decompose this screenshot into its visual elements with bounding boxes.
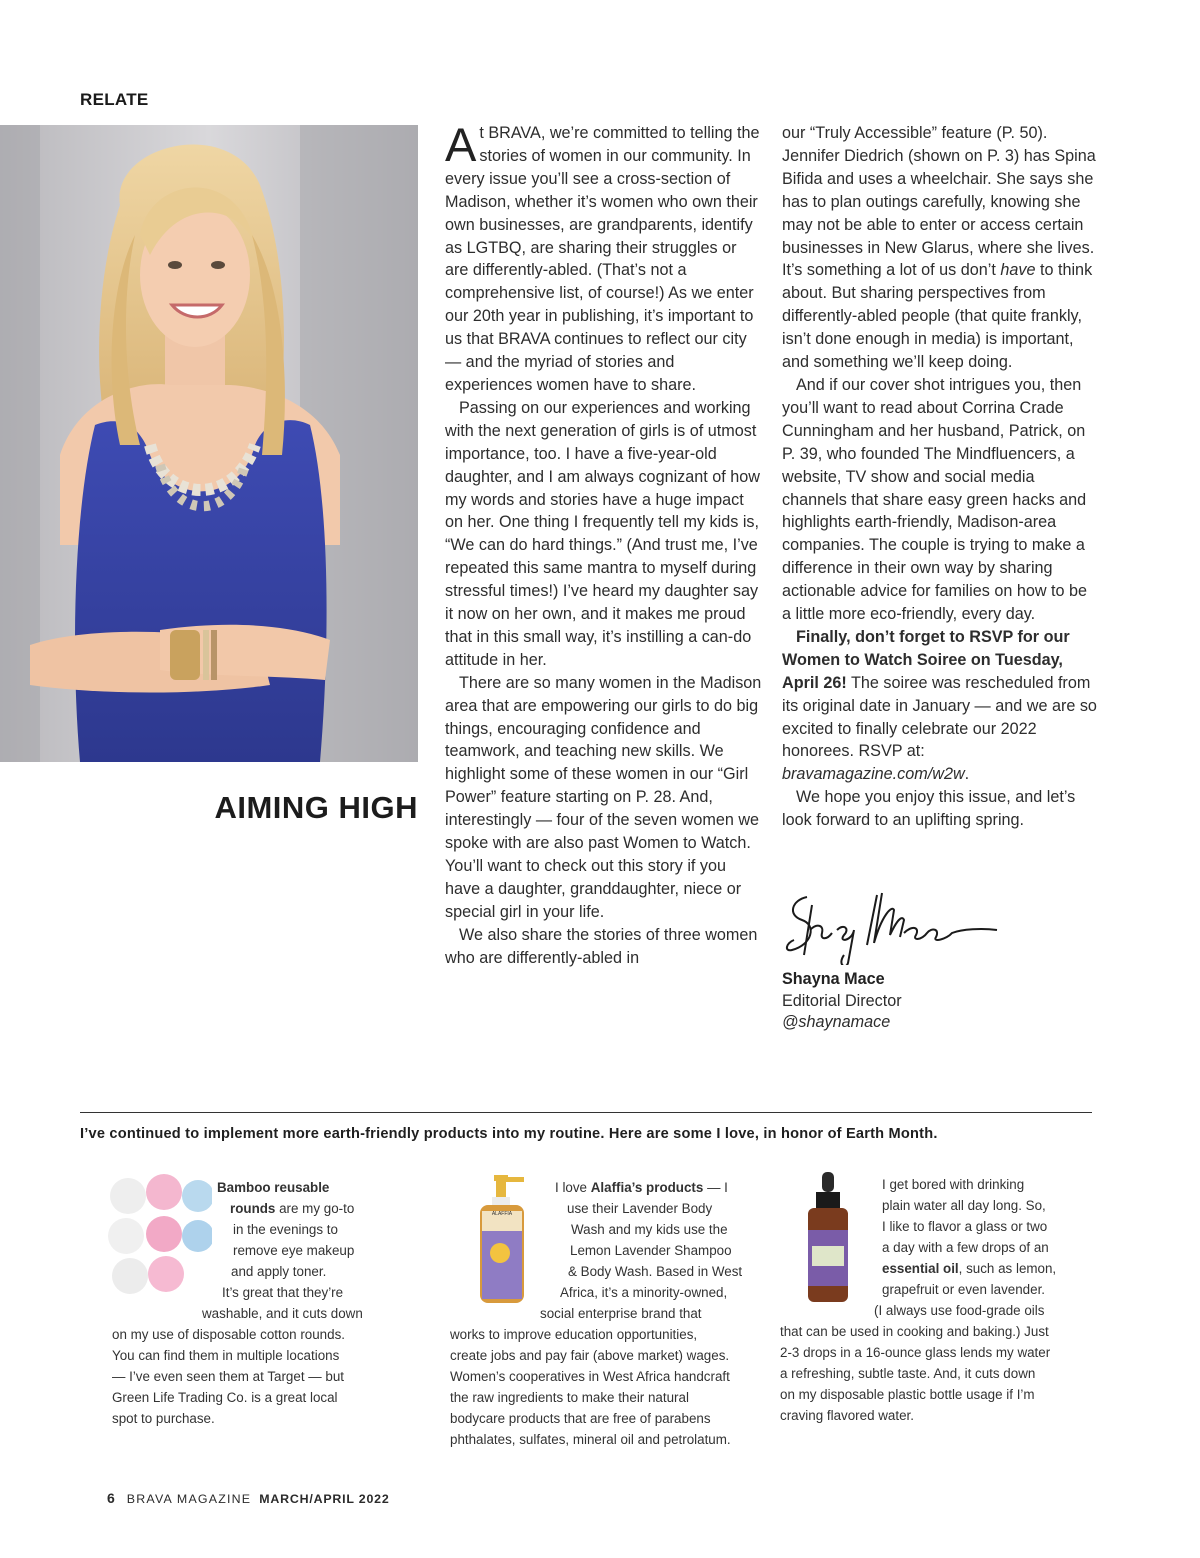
text-line: Green Life Trading Co. is a great local: [112, 1390, 338, 1405]
article-paragraph: our “Truly Accessible” feature (P. 50). Jennifer Diedrich (shown on P. 3) has Spina Bifida and uses a wheelchair. She says she has to plan outings carefully, knowing she may not be able to enter or access certain businesses in New Glarus, where she lives. It’s something a lot of us don’t have to think about. But sharing perspectives from differently-abled people (that quite frankly, isn’t done enough in media) is important, and something we’ll keep doing.: [782, 124, 1096, 372]
text-line: Africa, it’s a minority-owned,: [560, 1285, 728, 1300]
text-line: bodycare products that are free of parabens: [450, 1411, 711, 1426]
article-paragraph: And if our cover shot intrigues you, then you’ll want to read about Corrina Crade Cunningham and her husband, Patrick, on P. 39, who founded The Mindfluencers, a website, TV show and social media channels that share easy green hacks and highlights earth-friendly, Madison-area companies. The couple is trying to make a difference in their own way by sharing actionable advice for families on how to be a little more eco-friendly, every day.: [782, 375, 1088, 624]
text-line: rounds are my go-to: [230, 1201, 355, 1216]
text-line: washable, and it cuts down: [202, 1306, 363, 1321]
text-line: a refreshing, subtle taste. And, it cuts down: [780, 1366, 1036, 1381]
article-paragraph: At BRAVA, we’re committed to telling the stories of women in our community. In every issue you’ll see a cross-section of Madison, whether it’s women who own their own businesses, are grandparents, identify as LGTBQ, are sharing their struggles or are differently-abled. (That’s not a comprehensive list, of course!) As we enter our 20th year in publishing, it’s important to us that BRAVA continues to reflect our city — and the myriad of stories and experiences women have to share.: [445, 118, 760, 394]
text-line: I get bored with drinking: [882, 1177, 1025, 1192]
earth-month-intro: I’ve continued to implement more earth-friendly products into my routine. Here are some I love, in honor of Earth Month.: [80, 1126, 938, 1142]
magazine-name: BRAVA MAGAZINE: [126, 1492, 252, 1506]
text-line: the raw ingredients to make their natural: [450, 1390, 689, 1405]
text-line: — I’ve even seen them at Target — but: [112, 1369, 344, 1384]
author-name: Shayna Mace: [782, 970, 885, 988]
portrait-photo: [0, 125, 418, 762]
signature: [782, 885, 1002, 965]
text-line: I love Alaffia’s products — I: [555, 1180, 728, 1195]
rsvp-link[interactable]: bravamagazine.com/w2w: [782, 765, 965, 784]
text-line: 2-3 drops in a 16-ounce glass lends my water: [780, 1345, 1051, 1360]
author-handle[interactable]: @shaynamace: [782, 1013, 891, 1031]
signoff: [782, 969, 902, 1034]
text-line: create jobs and pay fair (above market) wages.: [450, 1348, 730, 1363]
section-label: RELATE: [80, 90, 149, 109]
rsvp-paragraph: Finally, don’t forget to RSVP for our Women to Watch Soiree on Tuesday, April 26! The soiree was rescheduled from its original date in January — and we are so excited to finally celebrate our 2022 honorees. RSVP at: bravamagazine.com/w2w.: [782, 627, 1097, 784]
text-line: essential oil, such as lemon,: [882, 1261, 1057, 1276]
text-line: You can find them in multiple locations: [112, 1348, 340, 1363]
text-line: I like to flavor a glass or two: [882, 1219, 1048, 1234]
text-line: phthalates, sulfates, mineral oil and petrolatum.: [450, 1432, 731, 1447]
text-line: Bamboo reusable: [217, 1180, 330, 1195]
feature-headline: AIMING HIGH: [214, 790, 418, 825]
text-line: Women’s cooperatives in West Africa handcraft: [450, 1369, 730, 1384]
product-bamboo-rounds: [112, 1177, 390, 1429]
product-alaffia: [450, 1177, 750, 1450]
text-line: and apply toner.: [231, 1264, 327, 1279]
product-essential-oil: [780, 1174, 1090, 1426]
page-footer: [107, 1490, 390, 1506]
text-line: spot to purchase.: [112, 1411, 215, 1426]
article-paragraph: There are so many women in the Madison area that are empowering our girls to do big things, encouraging confidence and teamwork, and teaching new skills. We highlight some of these women in our “Girl Power” feature starting on P. 28. And, interestingly — four of the seven women we spoke with are also past Women to Watch. You’ll want to check out this story if you have a daughter, granddaughter, niece or special girl in your life.: [445, 673, 762, 921]
author-title: Editorial Director: [782, 991, 902, 1010]
bottle-label: ALAFFIA: [491, 1211, 513, 1217]
text-line: plain water all day long. So,: [882, 1198, 1046, 1213]
text-line: Lemon Lavender Shampoo: [570, 1243, 732, 1258]
text-line: remove eye makeup: [233, 1243, 355, 1258]
text-line: that can be used in cooking and baking.) Just: [780, 1324, 1049, 1339]
text-line: use their Lavender Body: [567, 1201, 713, 1216]
issue-date: MARCH/APRIL 2022: [259, 1492, 390, 1506]
page-number: 6: [107, 1490, 115, 1506]
text-line: social enterprise brand that: [540, 1306, 702, 1321]
text-line: a day with a few drops of an: [882, 1240, 1049, 1255]
text-line: on my use of disposable cotton rounds.: [112, 1327, 345, 1342]
text-line: in the evenings to: [233, 1222, 338, 1237]
drop-cap: A: [445, 118, 477, 171]
text-line: It’s great that they’re: [222, 1285, 344, 1300]
text-line: & Body Wash. Based in West: [568, 1264, 743, 1279]
article-paragraph: Passing on our experiences and working with the next generation of girls is of utmost importance, too. I have a five-year-old daughter, and I am always cognizant of how my words and stories have a huge impact on her. One thing I frequently tell my kids is, “We can do hard things.” (And trust me, I’ve repeated this same mantra to myself during stressful times!) I’ve heard my daughter say it now on her own, and it makes me proud that in this small way, it’s instilling a can-do attitude in her.: [445, 398, 760, 669]
text-line: grapefruit or even lavender.: [882, 1282, 1046, 1297]
text-line: Wash and my kids use the: [571, 1222, 728, 1237]
text-line: craving flavored water.: [780, 1408, 914, 1423]
section-divider: [80, 1112, 1092, 1113]
article-column-1: [445, 118, 763, 970]
text-line: on my disposable plastic bottle usage if I’m: [780, 1387, 1035, 1402]
text-line: works to improve education opportunities,: [450, 1327, 698, 1342]
text-line: (I always use food-grade oils: [874, 1303, 1045, 1318]
article-paragraph: We also share the stories of three women who are differently-abled in: [445, 925, 758, 967]
article-column-2: [782, 122, 1100, 832]
article-paragraph: We hope you enjoy this issue, and let’s look forward to an uplifting spring.: [782, 788, 1076, 830]
